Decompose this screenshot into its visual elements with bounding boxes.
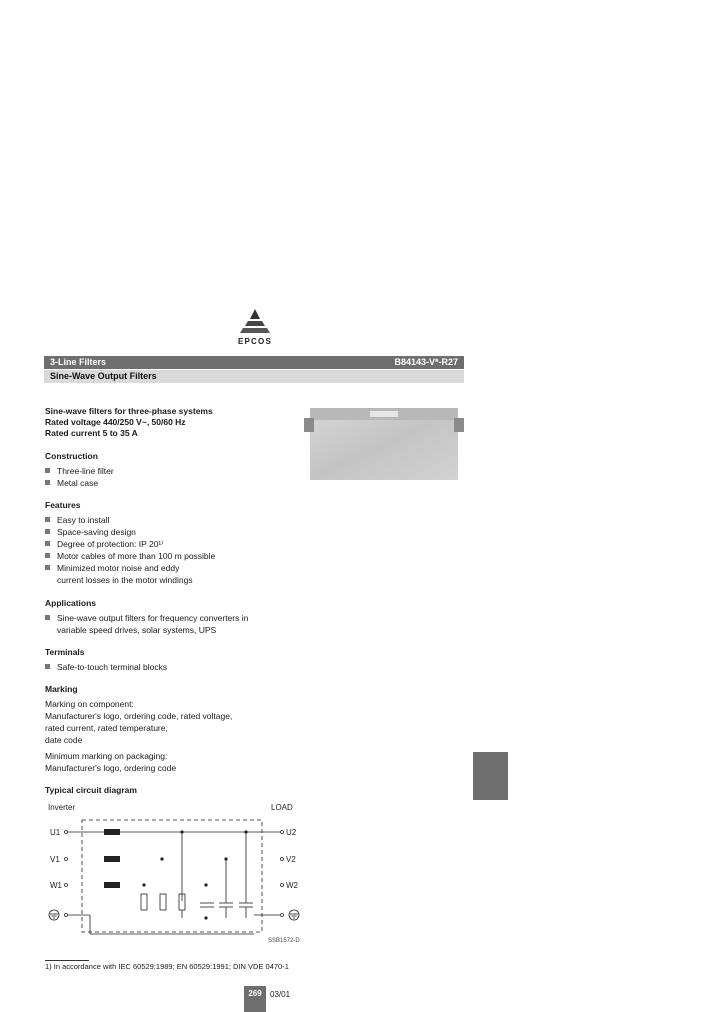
part-number: B84143-V*-R27 [394, 357, 458, 367]
circuit-diagram [44, 818, 304, 940]
terminal-u2: U2 [286, 828, 297, 837]
bullet-icon [45, 517, 50, 522]
terminal-circle [281, 831, 284, 834]
list-item-continuation: current losses in the motor windings [57, 575, 193, 585]
terminal-u1: U1 [50, 828, 61, 837]
resistor [141, 894, 147, 910]
marking-line: Marking on component: [45, 699, 134, 709]
subtitle: Sine-Wave Output Filters [50, 371, 157, 381]
terminal-v2: V2 [286, 855, 296, 864]
features-heading: Features [45, 500, 81, 510]
marking-heading: Marking [45, 684, 78, 694]
terminal-circle [65, 858, 68, 861]
marking-line: rated current, rated temperature, [45, 723, 168, 733]
list-item-continuation: variable speed drives, solar systems, UPS [57, 625, 217, 635]
category-title: 3-Line Filters [50, 357, 107, 367]
page-number: 269 [244, 986, 266, 1012]
intro-line: Rated voltage 440/250 V~, 50/60 Hz [45, 417, 186, 427]
applications-heading: Applications [45, 598, 97, 608]
terminals-heading: Terminals [45, 647, 85, 657]
choke [104, 882, 120, 888]
resistor [160, 894, 166, 910]
choke [104, 829, 120, 835]
bullet-icon [45, 615, 50, 620]
terminal-circle [65, 914, 68, 917]
section-tab [473, 752, 508, 800]
terminal-w2: W2 [286, 881, 298, 890]
subtitle-bar [44, 370, 464, 383]
terminal-circle [281, 884, 284, 887]
inverter-label: Inverter [48, 803, 76, 812]
terminal-w1: W1 [50, 881, 62, 890]
intro-line: Rated current 5 to 35 A [45, 428, 138, 438]
bullet-icon [45, 468, 50, 473]
marking-line: date code [45, 735, 83, 745]
terminal-v1: V1 [50, 855, 60, 864]
bullet-icon [45, 529, 50, 534]
marking-line: Minimum marking on packaging: [45, 751, 168, 761]
page-date: 03/01 [270, 990, 291, 999]
footnote-rule [45, 960, 89, 961]
intro-block [45, 406, 213, 439]
construction-heading: Construction [45, 451, 98, 461]
choke [104, 856, 120, 862]
terminal-circle [281, 858, 284, 861]
bullet-icon [45, 541, 50, 546]
bullet-icon [45, 480, 50, 485]
bullet-icon [45, 664, 50, 669]
load-label: LOAD [271, 803, 293, 812]
product-photo [304, 406, 464, 480]
bullet-icon [45, 553, 50, 558]
footnote: 1) In accordance with IEC 60529:1989; EN 60529:1991; DIN VDE 0470-1 [45, 962, 289, 971]
circuit-heading: Typical circuit diagram [45, 785, 137, 795]
marking-line: Manufacturer's logo, ordering code, rated voltage, [45, 711, 233, 721]
marking-line: Manufacturer's logo, ordering code [45, 763, 177, 773]
intro-line: Sine-wave filters for three-phase systems [45, 406, 213, 416]
drawing-number: SSB1572-D [268, 938, 300, 944]
bullet-icon [45, 565, 50, 570]
header-bar [44, 356, 464, 369]
terminal-circle [65, 831, 68, 834]
logo-text: EPCOS [237, 337, 272, 346]
epcos-logo-icon [232, 307, 278, 337]
filter-boundary [82, 820, 262, 932]
terminal-circle [281, 914, 284, 917]
terminal-circle [65, 884, 68, 887]
